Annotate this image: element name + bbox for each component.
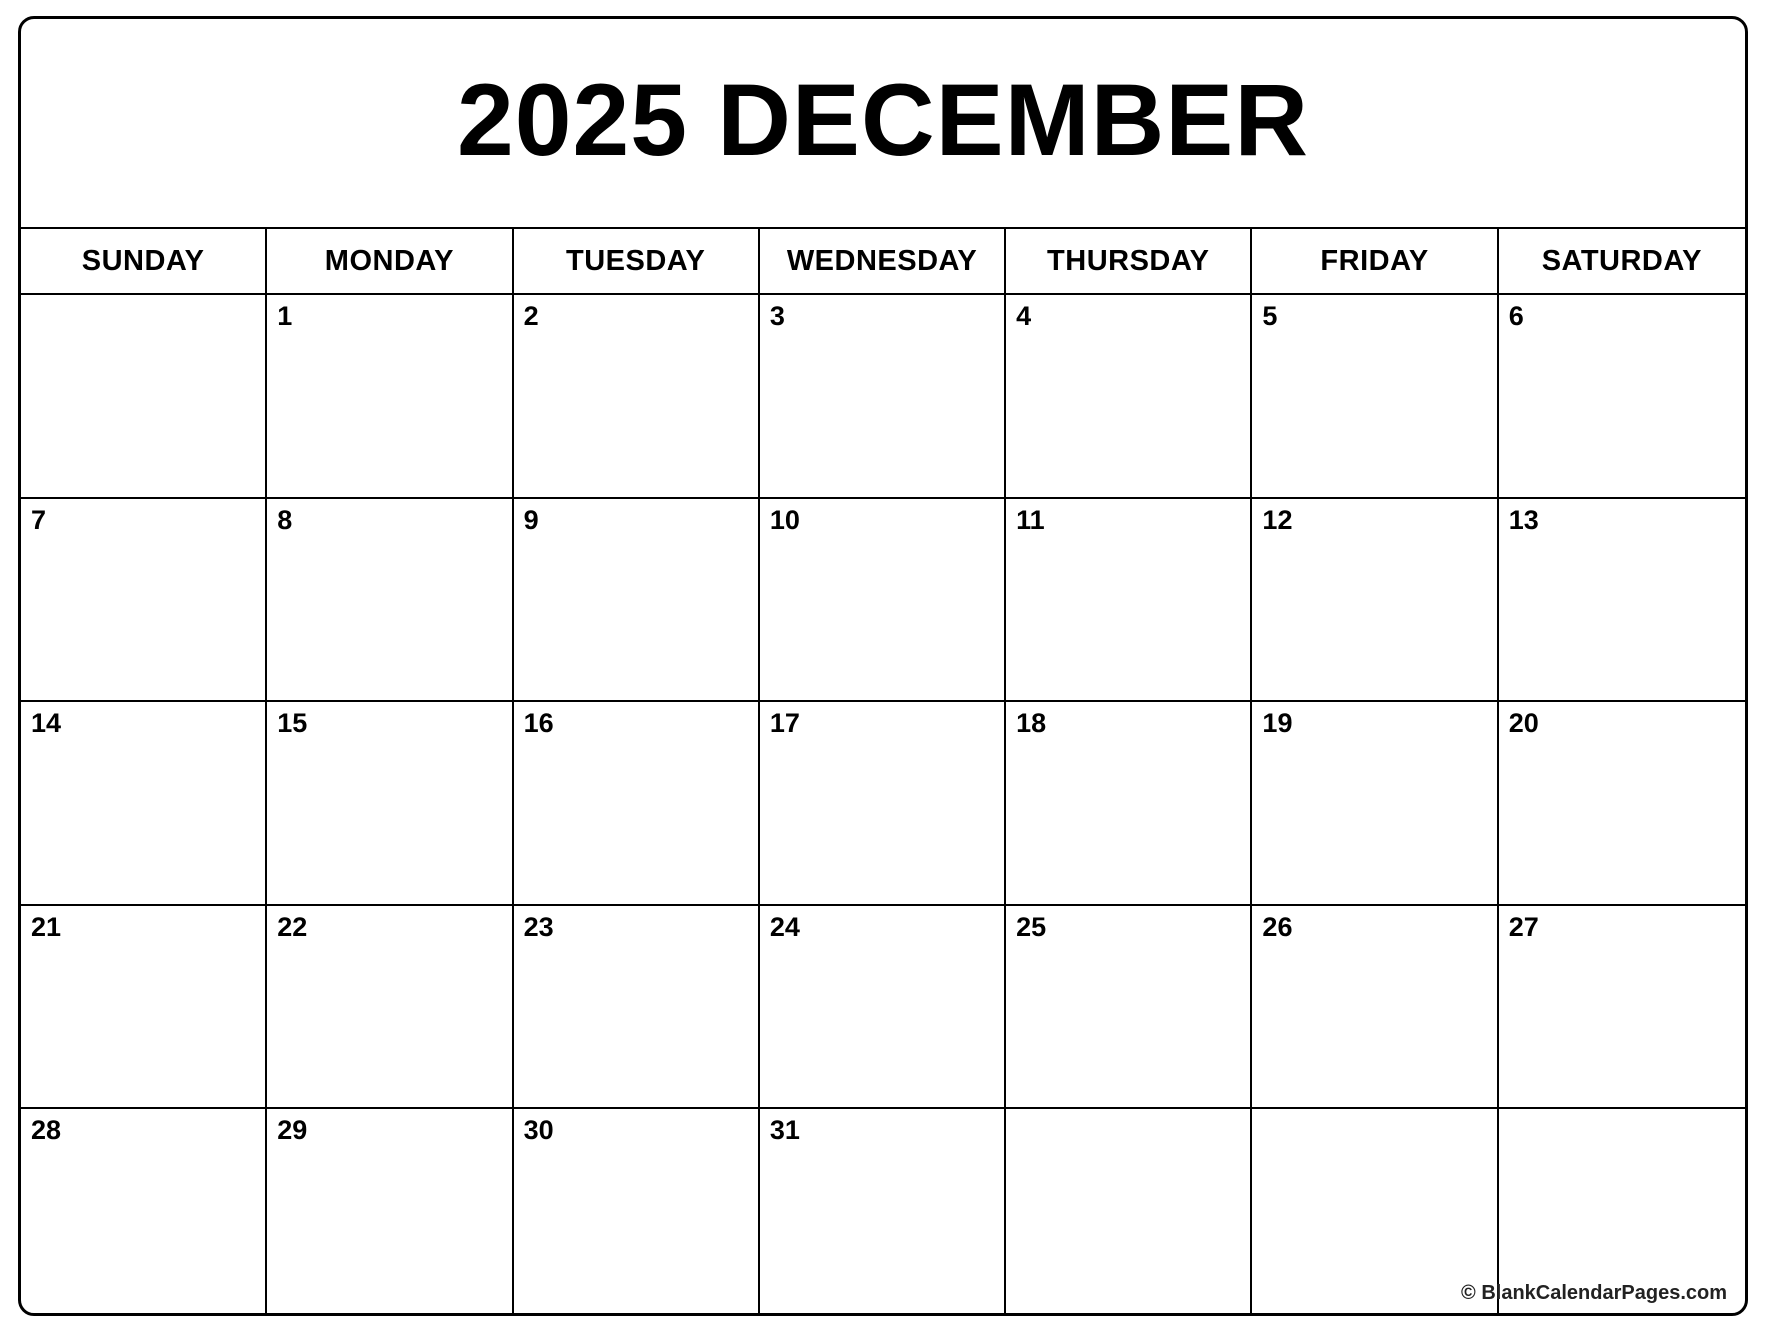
day-number: 7 <box>31 504 47 535</box>
weekday-header-friday: FRIDAY <box>1252 229 1498 293</box>
day-number: 3 <box>769 301 785 331</box>
day-cell[interactable] <box>1252 906 1498 1110</box>
day-cell[interactable] <box>267 295 513 499</box>
weekday-header-saturday: SATURDAY <box>1541 244 1702 277</box>
day-cell[interactable] <box>514 1109 760 1313</box>
day-cell[interactable] <box>267 1109 513 1313</box>
day-cell[interactable] <box>514 499 760 703</box>
day-cell[interactable] <box>760 702 1006 906</box>
day-number: 10 <box>769 504 800 535</box>
day-number: 16 <box>523 708 554 739</box>
day-cell[interactable] <box>760 499 1006 703</box>
day-number: 31 <box>769 1115 800 1146</box>
day-cell[interactable] <box>21 906 267 1110</box>
day-cell[interactable] <box>1252 499 1498 703</box>
day-cell[interactable] <box>267 906 513 1110</box>
weekday-header-thursday: THURSDAY <box>1006 229 1252 293</box>
calendar-grid <box>21 295 1745 1313</box>
day-cell[interactable] <box>21 1109 267 1313</box>
day-cell[interactable] <box>267 702 513 906</box>
day-number: 23 <box>523 911 554 942</box>
day-number: 17 <box>769 708 800 739</box>
day-number: 18 <box>1016 708 1047 739</box>
day-cell[interactable] <box>1006 1109 1252 1313</box>
day-cell[interactable] <box>514 295 760 499</box>
calendar-container <box>18 16 1748 1316</box>
calendar-title-bar <box>21 19 1745 229</box>
day-cell[interactable] <box>21 499 267 703</box>
day-number: 30 <box>523 1115 554 1146</box>
weekday-header-sunday: SUNDAY <box>21 229 267 293</box>
day-number: 20 <box>1508 708 1539 739</box>
day-cell[interactable] <box>1252 702 1498 906</box>
day-cell[interactable] <box>267 499 513 703</box>
day-number: 1 <box>277 301 293 331</box>
day-cell[interactable] <box>1499 906 1745 1110</box>
weekday-header-row <box>21 229 1745 295</box>
day-cell[interactable] <box>1006 295 1252 499</box>
page-title: 2025 DECEMBER <box>457 63 1309 177</box>
day-number: 15 <box>277 708 308 739</box>
weekday-header-monday: MONDAY <box>267 229 513 293</box>
day-cell[interactable] <box>1499 499 1745 703</box>
day-number: 9 <box>523 504 539 535</box>
day-cell[interactable] <box>21 295 267 499</box>
site-credit: © BlankCalendarPages.com <box>1461 1282 1727 1304</box>
day-number: 8 <box>277 504 293 535</box>
day-number: 13 <box>1508 504 1539 535</box>
day-cell[interactable] <box>1499 702 1745 906</box>
day-number: 19 <box>1262 708 1293 739</box>
day-cell[interactable] <box>1006 906 1252 1110</box>
day-cell[interactable] <box>514 906 760 1110</box>
day-cell[interactable] <box>1006 702 1252 906</box>
weekday-header-tuesday: TUESDAY <box>514 229 760 293</box>
day-number: 5 <box>1262 301 1278 331</box>
day-number: 22 <box>277 911 308 942</box>
day-number: 12 <box>1262 504 1293 535</box>
day-cell[interactable] <box>21 702 267 906</box>
day-number: 2 <box>523 301 539 331</box>
day-cell[interactable] <box>1499 295 1745 499</box>
day-cell[interactable] <box>760 1109 1006 1313</box>
day-cell[interactable] <box>514 702 760 906</box>
day-number: 28 <box>31 1115 62 1146</box>
day-number: 24 <box>769 911 800 942</box>
day-number: 25 <box>1016 911 1047 942</box>
day-number: 14 <box>31 708 62 739</box>
day-number: 26 <box>1262 911 1293 942</box>
day-number: 11 <box>1016 504 1045 535</box>
day-cell[interactable] <box>1252 295 1498 499</box>
day-number: 29 <box>277 1115 308 1146</box>
day-cell[interactable] <box>760 295 1006 499</box>
day-cell[interactable] <box>1461 1109 1745 1313</box>
day-number: 4 <box>1016 301 1032 331</box>
day-number: 6 <box>1508 301 1524 331</box>
day-number: 21 <box>31 911 62 942</box>
weekday-header-wednesday: WEDNESDAY <box>760 229 1006 293</box>
day-number: 27 <box>1508 911 1539 942</box>
day-cell[interactable] <box>760 906 1006 1110</box>
day-cell[interactable] <box>1006 499 1252 703</box>
